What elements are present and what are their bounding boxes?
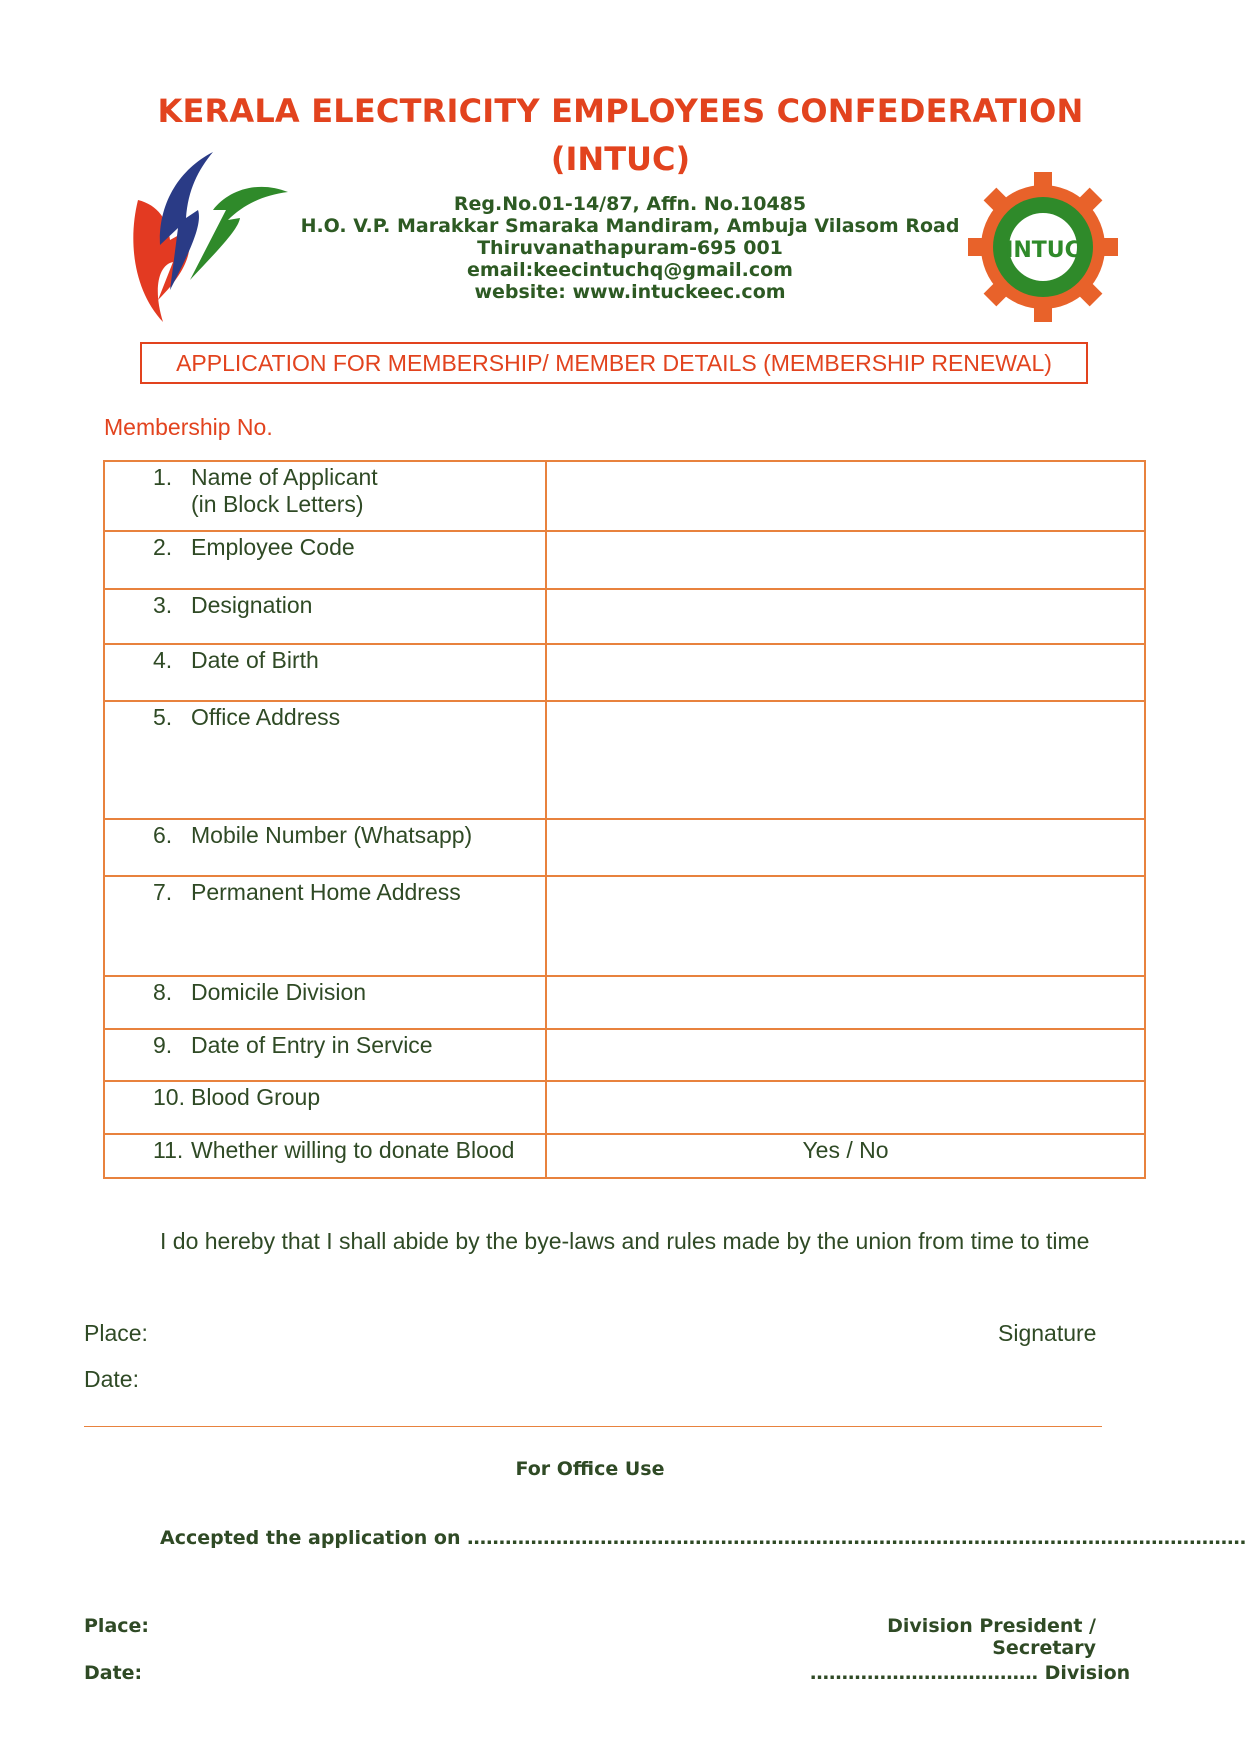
field-home-address-input[interactable] [546,876,1145,976]
field-label-name: Name of Applicant [191,464,378,490]
division-name-line: ……………………………… Division [810,1662,1131,1684]
field-designation-input[interactable] [546,589,1145,644]
field-label-name-note: (in Block Letters) [191,491,364,517]
form-row-blood-group: 10. Blood Group [104,1081,1145,1134]
field-label-domicile: Domicile Division [191,979,367,1005]
form-row-mobile: 6. Mobile Number (Whatsapp) [104,819,1145,876]
office-date-label: Date: [84,1662,143,1684]
date-label: Date: [84,1366,139,1392]
field-label-employee-code: Employee Code [191,534,355,560]
field-label-donate-blood: Whether willing to donate Blood [191,1137,515,1163]
form-row-entry-date: 9. Date of Entry in Service [104,1029,1145,1081]
field-label-home-address: Permanent Home Address [191,879,461,905]
declaration-text: I do hereby that I shall abide by the bye-laws and rules made by the union from time to time [160,1228,1090,1254]
email: email:keecintuchq@gmail.com [467,259,793,281]
field-label-office-address: Office Address [191,704,341,730]
accepted-application-line: Accepted the application on …………………………………………………………………………………………………………… [160,1527,1246,1549]
field-label-dob: Date of Birth [191,647,319,673]
field-blood-group-input[interactable] [546,1081,1145,1134]
division-role-label: Division President / Secretary [887,1615,1096,1659]
place-label: Place: [84,1320,148,1346]
field-label-entry-date: Date of Entry in Service [191,1032,433,1058]
form-row-employee-code: 2. Employee Code [104,531,1145,589]
field-office-address-input[interactable] [546,701,1145,819]
form-row-name: 1. Name of Applicant (in Block Letters) [104,461,1145,531]
signature-label: Signature [998,1320,1097,1346]
intuc-seal-icon [968,172,1118,322]
form-row-domicile: 8. Domicile Division [104,976,1145,1029]
form-row-donate-blood: 11. Whether willing to donate Blood Yes / No [104,1134,1145,1178]
membership-number-label: Membership No. [104,414,273,440]
field-label-mobile: Mobile Number (Whatsapp) [191,822,473,848]
field-entry-date-input[interactable] [546,1029,1145,1081]
seal-text: INTUC [1005,238,1081,263]
form-row-dob: 4. Date of Birth [104,644,1145,701]
field-label-blood-group: Blood Group [191,1084,321,1110]
membership-form-table [103,460,1146,1179]
field-domicile-input[interactable] [546,976,1145,1029]
field-donate-blood-choice[interactable]: Yes / No [546,1134,1145,1178]
office-place-label: Place: [84,1615,150,1637]
field-name-input[interactable] [546,461,1145,531]
city-pin: Thiruvanathapuram-695 001 [477,237,783,259]
org-subtitle: (INTUC) [550,140,691,178]
form-row-office-address: 5. Office Address [104,701,1145,819]
office-address: H.O. V.P. Marakkar Smaraka Mandiram, Ambuja Vilasom Road [300,215,960,237]
form-title: APPLICATION FOR MEMBERSHIP/ MEMBER DETAILS (MEMBERSHIP RENEWAL) [140,342,1088,384]
field-employee-code-input[interactable] [546,531,1145,589]
field-dob-input[interactable] [546,644,1145,701]
divider [84,1426,1102,1427]
lightning-logo-icon [118,150,298,330]
office-use-heading: For Office Use [515,1458,665,1480]
website: website: www.intuckeec.com [474,281,786,303]
form-row-designation: 3. Designation [104,589,1145,644]
field-mobile-input[interactable] [546,819,1145,876]
reg-number: Reg.No.01-14/87, Affn. No.10485 [453,193,807,215]
org-name: KERALA ELECTRICITY EMPLOYEES CONFEDERATION [157,92,1084,130]
field-label-designation: Designation [191,592,313,618]
form-row-home-address: 7. Permanent Home Address [104,876,1145,976]
